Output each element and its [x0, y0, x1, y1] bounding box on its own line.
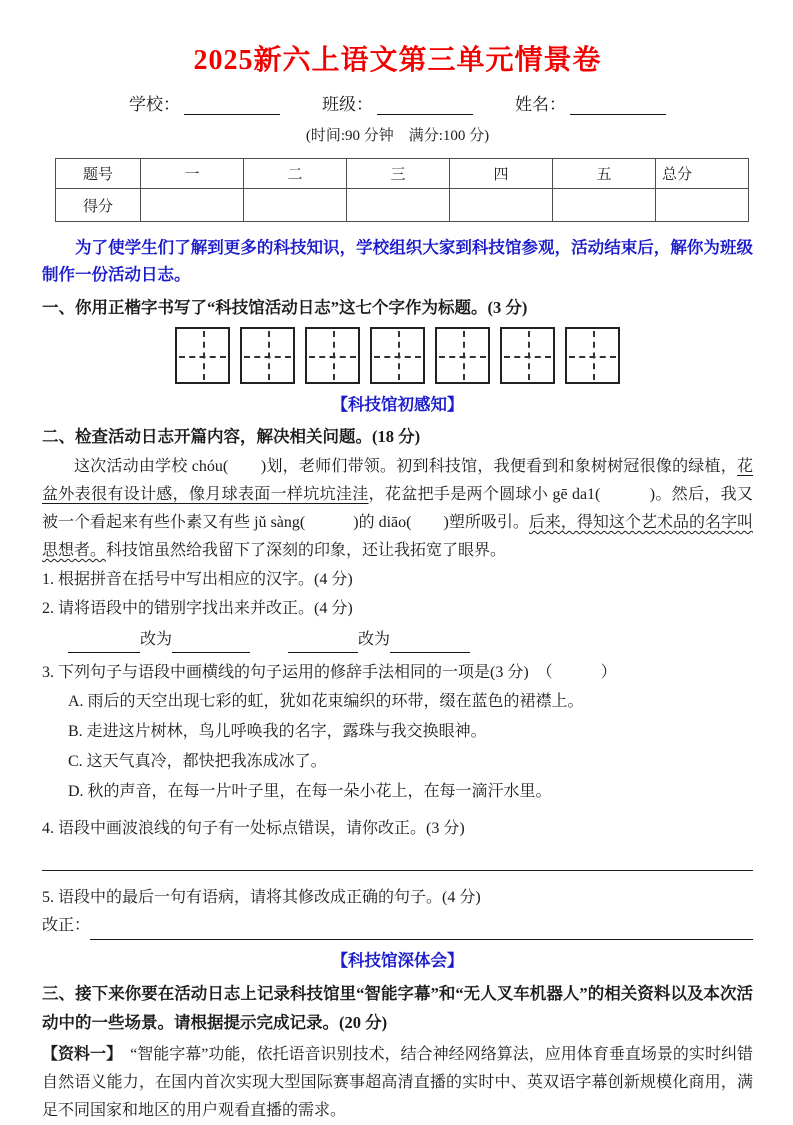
passage-seg-5: 科技馆虽然给我留下了深刻的印象，还让我拓宽了眼界。	[106, 542, 507, 559]
passage-underlined-sentence: 花盆外表很有设计感，像月球表面一样坑坑洼洼	[42, 458, 753, 503]
handwriting-box	[565, 327, 620, 384]
question-1: 1. 根据拼音在括号中写出相应的汉字。(4 分)	[42, 571, 353, 588]
score-table-header-cell: 五	[553, 159, 656, 189]
name-label: 姓名：	[515, 95, 566, 114]
correction-blank-2	[390, 633, 470, 653]
score-table-header-cell: 题号	[56, 159, 141, 189]
handwriting-box	[240, 327, 295, 384]
handwriting-grid-row	[42, 327, 753, 384]
question-5-answer-row	[42, 912, 753, 940]
school-label: 学校：	[129, 95, 180, 114]
question-3-option-b: B. 走进这片树林，鸟儿呼唤我的名字，露珠与我交换眼神。	[68, 723, 487, 740]
class-label: 班级：	[322, 95, 373, 114]
change-to-label: 改为	[140, 631, 173, 648]
change-to-label: 改为	[358, 631, 391, 648]
score-empty-cell	[347, 189, 450, 222]
student-info-row	[42, 90, 753, 115]
score-table-header-cell: 总分	[656, 159, 749, 189]
passage-seg-1: 这次活动由学校 chóu( )划，老师们带领。初到科技馆，我便看到和象树树冠很像的绿植，	[74, 458, 737, 475]
handwriting-box	[305, 327, 360, 384]
score-table-score-row	[56, 189, 749, 222]
handwriting-box	[175, 327, 230, 384]
handwriting-box	[500, 327, 555, 384]
score-table-header-cell: 二	[244, 159, 347, 189]
score-table-header-cell: 四	[450, 159, 553, 189]
question-4: 4. 语段中画波浪线的句子有一处标点错误，请你改正。(3 分)	[42, 820, 465, 837]
material-1-paragraph	[42, 1041, 753, 1125]
banner-first-impression: 【科技馆初感知】	[331, 395, 464, 414]
typo-blank-1	[68, 633, 140, 653]
exam-time-score-info: (时间:90 分钟 满分:100 分)	[305, 128, 490, 144]
material-1-label: 【资料一】	[42, 1046, 115, 1063]
banner-deep-experience: 【科技馆深体会】	[331, 951, 464, 970]
score-empty-cell	[656, 189, 749, 222]
class-blank	[377, 95, 473, 115]
score-empty-cell	[141, 189, 244, 222]
page-title: 2025新六上语文第三单元情景卷	[193, 45, 602, 76]
material-1-text: “智能字幕”功能，依托语音识别技术，结合神经网络算法，应用体育垂直场景的实时纠错自然语义能力，在国内首次实现大型国际赛事超高清直播的实时中、英双语字幕创新规模化商用，满足不同国家和地区的用户观看直播的需求。	[42, 1046, 753, 1119]
score-table	[55, 158, 749, 222]
score-row-label: 得分	[56, 189, 141, 222]
school-blank	[184, 95, 280, 115]
section-3-heading: 三、接下来你要在活动日志上记录科技馆里“智能字幕”和“无人叉车机器人”的相关资料以及本次活动中的一些场景。请根据提示完成记录。(20 分)	[42, 984, 753, 1032]
question-2: 2. 请将语段中的错别字找出来并改正。(4 分)	[42, 600, 353, 617]
typo-blank-2	[288, 633, 358, 653]
correction-blank-1	[172, 633, 250, 653]
question-3: 3. 下列句子与语段中画横线的句子运用的修辞手法相同的一项是(3 分) （ ）	[42, 664, 617, 681]
reading-passage	[42, 453, 753, 565]
school-field	[129, 90, 280, 115]
correction-label: 改正：	[42, 917, 91, 934]
scenario-intro: 为了使学生们了解到更多的科技知识，学校组织大家到科技馆参观，活动结束后，解你为班级制作一份活动日志。	[42, 238, 753, 284]
passage-seg-3: ，花盆把手是两个圆球小 gē da1( )。然后，我又被一个看起来有些仆素又有些 jǔ sàng( )的 diāo( )塑所吸引。	[42, 486, 753, 531]
handwriting-box	[435, 327, 490, 384]
name-blank	[570, 95, 666, 115]
score-empty-cell	[553, 189, 656, 222]
question-3-option-a: A. 雨后的天空出现七彩的虹，犹如花束编织的环带，缀在蓝色的裙襟上。	[68, 693, 584, 710]
question-4-answer-line	[42, 870, 753, 871]
question-2-answer-blanks	[42, 627, 753, 653]
score-empty-cell	[450, 189, 553, 222]
class-field	[322, 90, 473, 115]
question-5-answer-line	[90, 918, 753, 940]
score-table-header-cell: 三	[347, 159, 450, 189]
passage-wavy-sentence: 后来，得知这个艺术品的名字叫思想者。	[42, 514, 753, 559]
question-3-option-c: C. 这天气真冷，都快把我冻成冰了。	[68, 753, 327, 770]
question-5: 5. 语段中的最后一句有语病，请将其修改成正确的句子。(4 分)	[42, 889, 481, 906]
section-2-heading: 二、检查活动日志开篇内容，解决相关问题。(18 分)	[42, 427, 421, 446]
score-empty-cell	[244, 189, 347, 222]
section-1-heading: 一、你用正楷字书写了“科技馆活动日志”这七个字作为标题。(3 分)	[42, 298, 528, 317]
question-3-option-d: D. 秋的声音，在每一片叶子里，在每一朵小花上，在每一滴汗水里。	[68, 783, 552, 800]
score-table-header-row	[56, 159, 749, 189]
handwriting-box	[370, 327, 425, 384]
name-field	[515, 90, 666, 115]
score-table-header-cell: 一	[141, 159, 244, 189]
